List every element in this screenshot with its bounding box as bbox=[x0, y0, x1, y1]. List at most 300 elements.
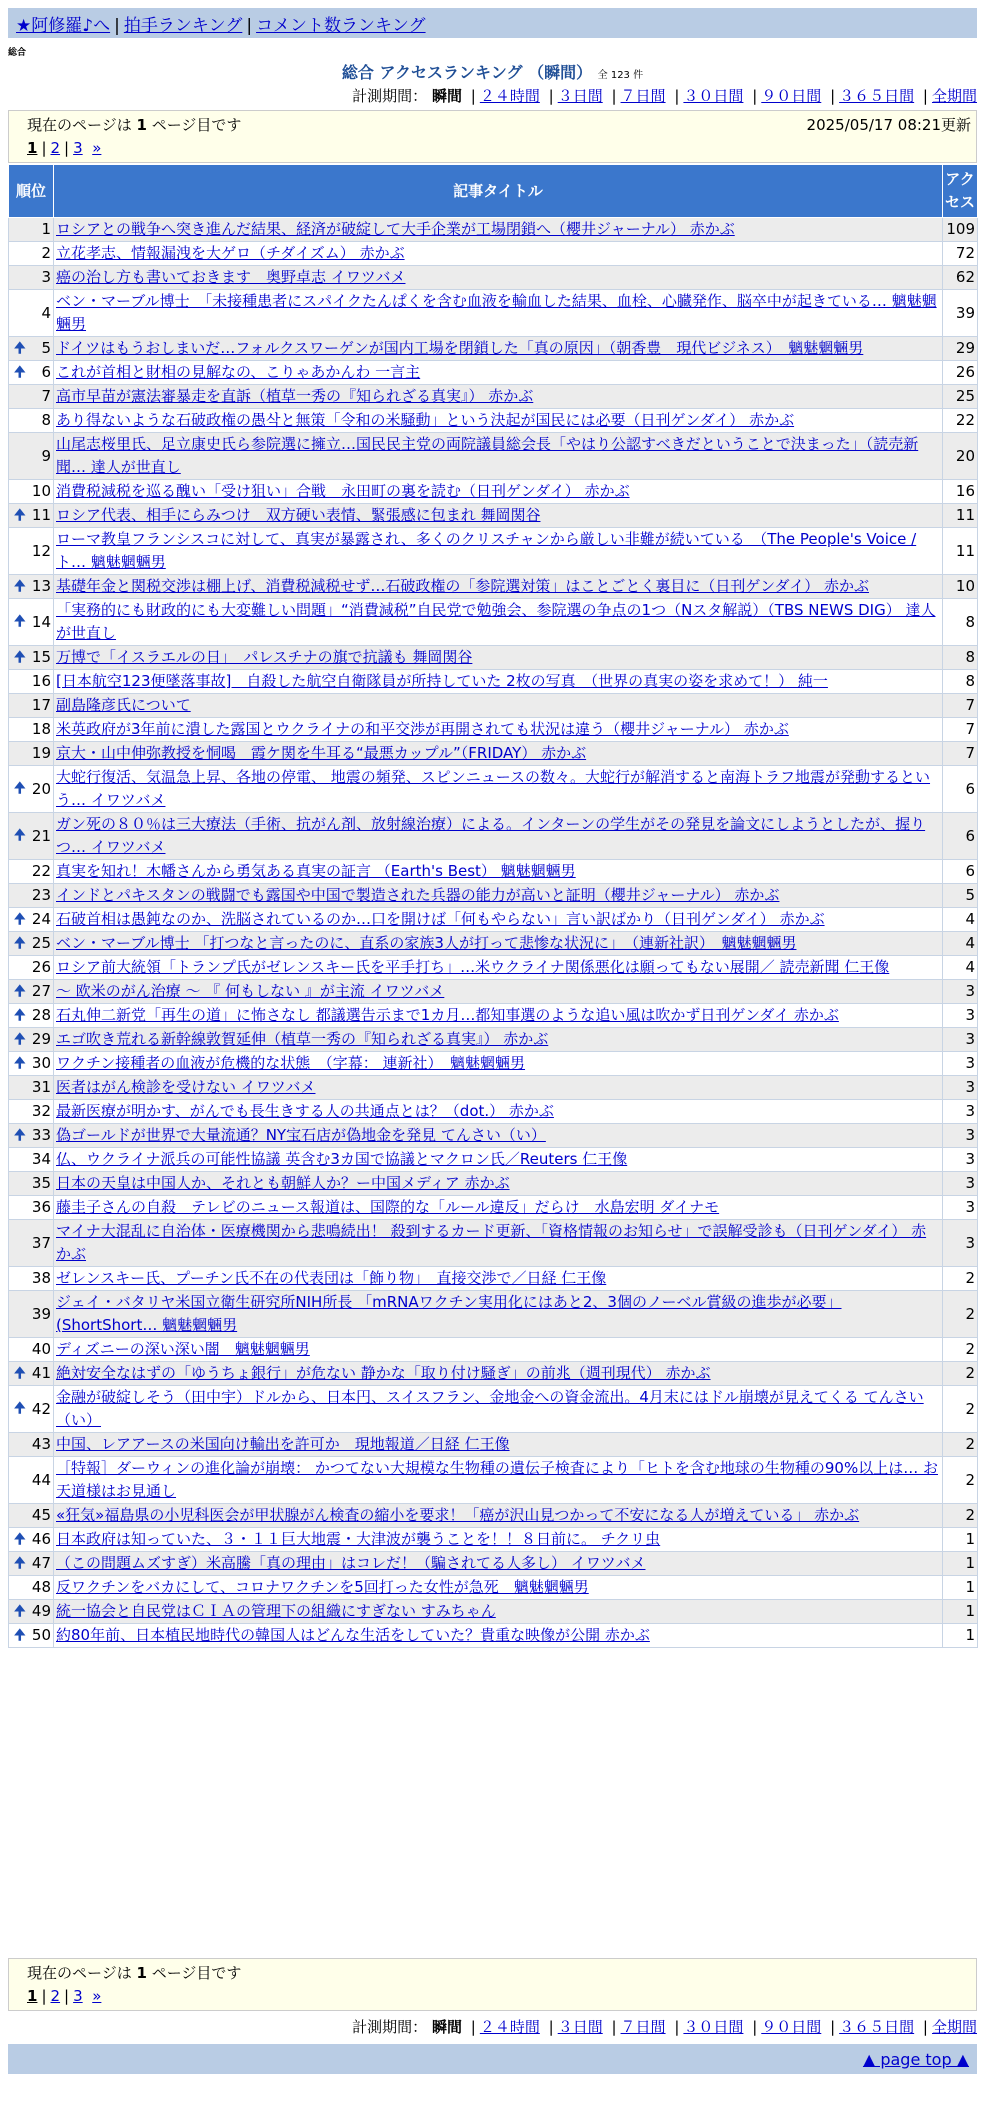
title-cell bbox=[54, 337, 943, 361]
access-count: 2 bbox=[943, 1291, 978, 1338]
rank-number: 8 bbox=[41, 411, 51, 429]
article-title-link[interactable]: 「実務的にも財政的にも大変難しい問題」“消費減税”自民党で勉強会、参院選の争点の1つ（Nスタ解説）（TBS NEWS DIG） 達人が世直し bbox=[56, 601, 936, 642]
access-count: 16 bbox=[943, 480, 978, 504]
table-row bbox=[9, 1362, 978, 1386]
rank-up-arrow-icon: 🠉 bbox=[14, 1627, 26, 1643]
rank-number: 25 bbox=[31, 934, 51, 952]
page-links bbox=[27, 139, 958, 157]
period-separator: | bbox=[830, 87, 836, 105]
period-separator: | bbox=[470, 87, 476, 105]
rank-up-arrow-icon: 🠉 bbox=[14, 935, 26, 951]
table-row bbox=[9, 1124, 978, 1148]
rank-up-arrow-icon: 🠉 bbox=[14, 1400, 26, 1417]
rank-number: 35 bbox=[31, 1174, 51, 1192]
rank-number: 3 bbox=[41, 268, 51, 286]
table-row bbox=[9, 409, 978, 433]
rank-cell bbox=[9, 1338, 54, 1362]
table-row bbox=[9, 504, 978, 528]
period-7d-link[interactable]: ７日間 bbox=[620, 87, 666, 105]
rank-cell bbox=[9, 860, 54, 884]
article-title-link[interactable]: 反ワクチンをバカにして、コロナワクチンを5回打った女性が急死 魑魅魍魎男 bbox=[56, 1578, 589, 1596]
rank-up-arrow-icon: 🠉 bbox=[14, 507, 26, 523]
rank-number: 47 bbox=[31, 1554, 51, 1572]
article-title-link[interactable]: ベン・マーブル博士 「打つなと言ったのに、直系の家族3人が打って悲惨な状況に」 （連新社訳） 魑魅魍魎男 bbox=[56, 934, 797, 952]
rank-cell bbox=[9, 1148, 54, 1172]
rank-cell bbox=[9, 908, 54, 932]
table-row bbox=[9, 337, 978, 361]
rank-cell bbox=[9, 813, 54, 860]
article-title-link[interactable]: 万博で「イスラエルの日」 パレスチナの旗で抗議も 舞岡関谷 bbox=[56, 648, 473, 666]
rank-number: 43 bbox=[31, 1435, 51, 1453]
rank-cell bbox=[9, 1600, 54, 1624]
period-all-link[interactable]: 全期間 bbox=[931, 2018, 977, 2036]
rank-number: 16 bbox=[31, 672, 51, 690]
clap-ranking-link[interactable]: 拍手ランキング bbox=[123, 16, 243, 36]
article-title-link[interactable]: 立花孝志、情報漏洩を大ゲロ（チダイズム） 赤かぶ bbox=[56, 244, 405, 262]
rank-cell bbox=[9, 1552, 54, 1576]
article-title-link[interactable]: 仏、ウクライナ派兵の可能性協議 英含む3カ国で協議とマクロン氏／Reuters 仁王像 bbox=[56, 1150, 628, 1168]
article-title-link[interactable]: （この問題ムズすぎ）米高騰「真の理由」はコレだ！（騙されてる人多し） イワツバメ bbox=[56, 1554, 646, 1572]
title-cell bbox=[54, 1552, 943, 1576]
title-cell bbox=[54, 1386, 943, 1433]
table-row bbox=[9, 1196, 978, 1220]
rank-number: 42 bbox=[31, 1399, 51, 1418]
page-3-link[interactable]: 3 bbox=[73, 139, 83, 157]
rank-cell bbox=[9, 385, 54, 409]
table-row bbox=[9, 980, 978, 1004]
article-title-link[interactable]: 最新医療が明かす、がんでも長生きする人の共通点とは？（dot.） 赤かぶ bbox=[56, 1102, 554, 1120]
rank-cell bbox=[9, 980, 54, 1004]
period-3d-link[interactable]: ３日間 bbox=[557, 2018, 603, 2036]
article-title-link[interactable]: «狂気»福島県の小児科医会が甲状腺がん検査の縮小を要求！「癌が沢山見つかって不安になる人が増えている」 赤かぶ bbox=[56, 1506, 860, 1524]
table-row bbox=[9, 1624, 978, 1648]
updated-timestamp: 2025/05/17 08:21更新 bbox=[806, 116, 971, 134]
article-title-link[interactable]: ゼレンスキー氏、プーチン氏不在の代表団は「飾り物」 直接交渉で／日経 仁王像 bbox=[56, 1269, 607, 1287]
table-row bbox=[9, 433, 978, 480]
footer-bar bbox=[8, 2044, 977, 2074]
access-count: 29 bbox=[943, 337, 978, 361]
access-count: 2 bbox=[943, 1267, 978, 1291]
home-link[interactable]: ★阿修羅♪へ bbox=[16, 16, 111, 36]
rank-cell bbox=[9, 409, 54, 433]
period-separator: | bbox=[752, 87, 758, 105]
rank-cell bbox=[9, 242, 54, 266]
access-count: 3 bbox=[943, 1196, 978, 1220]
title-cell bbox=[54, 1196, 943, 1220]
rank-number: 9 bbox=[41, 446, 51, 465]
article-title-link[interactable]: 日本政府は知っていた、３・１１巨大地震・大津波が襲うことを！！８日前に。 チクリ虫 bbox=[56, 1530, 661, 1548]
rank-cell bbox=[9, 694, 54, 718]
rank-number: 21 bbox=[31, 826, 51, 845]
rank-number: 46 bbox=[31, 1530, 51, 1548]
article-title-link[interactable]: [日本航空123便墜落事故] 自殺した航空自衛隊員が所持していた 2枚の写真 （世界の真実の姿を求めて！） 純一 bbox=[56, 672, 828, 690]
title-cell bbox=[54, 599, 943, 646]
article-title-link[interactable]: 中国、レアアースの米国向け輸出を許可か 現地報道／日経 仁王像 bbox=[56, 1435, 510, 1453]
access-count: 8 bbox=[943, 670, 978, 694]
period-label: 計測期間： bbox=[352, 87, 428, 105]
table-row bbox=[9, 1004, 978, 1028]
page-1-current: 1 bbox=[27, 139, 38, 157]
access-count: 6 bbox=[943, 813, 978, 860]
category-tag: 総合 bbox=[8, 48, 27, 58]
rank-cell bbox=[9, 1100, 54, 1124]
period-all-link[interactable]: 全期間 bbox=[931, 87, 977, 105]
access-count: 26 bbox=[943, 361, 978, 385]
article-title-link[interactable]: ロシアとの戦争へ突き進んだ結果、経済が破綻して大手企業が工場閉鎖へ（櫻井ジャーナル） 赤かぶ bbox=[56, 220, 735, 238]
table-row bbox=[9, 1528, 978, 1552]
article-title-link[interactable]: インドとパキスタンの戦闘でも露国や中国で製造された兵器の能力が高いと証明（櫻井ジャーナル） 赤かぶ bbox=[56, 886, 780, 904]
article-title-link[interactable]: 金融が破綻しそう（田中宇）ドルから、日本円、スイスフラン、金地金への資金流出。4月末にはドル崩壊が見えてくる てんさい（い） bbox=[56, 1388, 924, 1429]
title-cell bbox=[54, 528, 943, 575]
page-top-link[interactable]: ▲ page top ▲ bbox=[862, 2050, 969, 2069]
table-row bbox=[9, 813, 978, 860]
rank-up-arrow-icon: 🠉 bbox=[14, 613, 26, 630]
next-page-link[interactable]: » bbox=[92, 139, 102, 157]
article-title-link[interactable]: ローマ教皇フランシスコに対して、真実が暴露され、多くのクリスチャンから厳しい非難が続いている （The People's Voice / ト… 魑魅魍魎男 bbox=[56, 530, 917, 571]
article-title-link[interactable]: 副島隆彦氏について bbox=[56, 696, 191, 714]
rank-cell bbox=[9, 1386, 54, 1433]
access-count: 2 bbox=[943, 1386, 978, 1433]
period-30d-link[interactable]: ３０日間 bbox=[683, 2018, 744, 2036]
pager-top bbox=[8, 110, 977, 163]
access-count: 10 bbox=[943, 575, 978, 599]
period-separator: | bbox=[611, 2018, 617, 2036]
title-cell bbox=[54, 1576, 943, 1600]
title-cell bbox=[54, 1338, 943, 1362]
title-cell bbox=[54, 433, 943, 480]
rank-number: 11 bbox=[31, 506, 51, 524]
access-count: 3 bbox=[943, 1052, 978, 1076]
title-cell bbox=[54, 932, 943, 956]
access-count: 2 bbox=[943, 1457, 978, 1504]
article-title-link[interactable]: ロシア代表、相手にらみつけ 双方硬い表情、緊張感に包まれ 舞岡関谷 bbox=[56, 506, 541, 524]
current-page-info bbox=[27, 1962, 958, 1983]
table-row bbox=[9, 1100, 978, 1124]
rank-up-arrow-icon: 🠉 bbox=[14, 340, 26, 356]
period-24h-link[interactable]: ２４時間 bbox=[479, 2018, 540, 2036]
rank-number: 7 bbox=[41, 387, 51, 405]
access-count: 1 bbox=[943, 1576, 978, 1600]
access-count: 3 bbox=[943, 1100, 978, 1124]
title-cell bbox=[54, 1433, 943, 1457]
table-row bbox=[9, 718, 978, 742]
access-count: 109 bbox=[943, 218, 978, 242]
rank-cell bbox=[9, 337, 54, 361]
period-separator: | bbox=[548, 2018, 554, 2036]
title-cell bbox=[54, 1267, 943, 1291]
page-title-text: 総合 アクセスランキング （瞬間） bbox=[341, 63, 593, 82]
title-cell bbox=[54, 670, 943, 694]
rank-up-arrow-icon: 🠉 bbox=[14, 1127, 26, 1143]
page-separator: | bbox=[64, 139, 70, 157]
rank-number: 15 bbox=[31, 648, 51, 666]
table-row bbox=[9, 1220, 978, 1267]
rank-cell bbox=[9, 575, 54, 599]
title-cell bbox=[54, 361, 943, 385]
rank-number: 29 bbox=[31, 1030, 51, 1048]
title-cell bbox=[54, 1362, 943, 1386]
article-title-link[interactable]: 藤圭子さんの自殺 テレビのニュース報道は、国際的な「ルール違反」だらけ 水島宏明 ダイナモ bbox=[56, 1198, 720, 1216]
rank-cell bbox=[9, 266, 54, 290]
table-row bbox=[9, 1172, 978, 1196]
period-separator: | bbox=[470, 2018, 476, 2036]
title-cell bbox=[54, 1124, 943, 1148]
rank-cell bbox=[9, 1362, 54, 1386]
table-row bbox=[9, 742, 978, 766]
article-title-link[interactable]: 癌の治し方も書いておきます 奥野卓志 イワツバメ bbox=[56, 268, 406, 286]
page-links bbox=[27, 1987, 958, 2005]
article-title-link[interactable]: 医者はがん検診を受けない イワツバメ bbox=[56, 1078, 316, 1096]
table-row bbox=[9, 480, 978, 504]
current-page-prefix: 現在のページは bbox=[27, 1964, 132, 1982]
article-title-link[interactable]: 石丸伸二新党「再生の道」に怖さなし 都議選告示まで1カ月…都知事選のような追い風は吹かず日刊ゲンダイ 赤かぶ bbox=[56, 1006, 839, 1024]
page-separator: | bbox=[64, 1987, 70, 2005]
title-cell bbox=[54, 575, 943, 599]
rank-cell bbox=[9, 504, 54, 528]
title-cell bbox=[54, 1624, 943, 1648]
table-row bbox=[9, 218, 978, 242]
period-selector-bottom bbox=[352, 2016, 977, 2037]
rank-number: 33 bbox=[31, 1126, 51, 1144]
rank-number: 20 bbox=[31, 779, 51, 798]
article-title-link[interactable]: 消費税減税を巡る醜い「受け狙い」合戦 永田町の裏を読む（日刊ゲンダイ） 赤かぶ bbox=[56, 482, 630, 500]
article-title-link[interactable]: ガン死の８０％は三大療法（手術、抗がん剤、放射線治療）による。インターンの学生がその発見を論文にしようとしたが、握りつ… イワツバメ bbox=[56, 815, 926, 856]
page-3-link[interactable]: 3 bbox=[73, 1987, 83, 2005]
period-30d-link[interactable]: ３０日間 bbox=[683, 87, 744, 105]
access-count: 3 bbox=[943, 980, 978, 1004]
current-page-number: 1 bbox=[136, 1964, 147, 1982]
rank-number: 31 bbox=[31, 1078, 51, 1096]
table-row bbox=[9, 1504, 978, 1528]
access-count: 3 bbox=[943, 1028, 978, 1052]
period-separator: | bbox=[674, 87, 680, 105]
rank-number: 26 bbox=[31, 958, 51, 976]
article-title-link[interactable]: 真実を知れ！木幡さんから勇気ある真実の証言 （Earth's Best） 魑魅魍魎男 bbox=[56, 862, 576, 880]
access-count: 8 bbox=[943, 646, 978, 670]
rank-cell bbox=[9, 932, 54, 956]
rank-number: 22 bbox=[31, 862, 51, 880]
access-count: 11 bbox=[943, 528, 978, 575]
col-access-header: アクセス bbox=[943, 165, 978, 218]
period-365d-link[interactable]: ３６５日間 bbox=[839, 2018, 915, 2036]
table-row bbox=[9, 932, 978, 956]
article-title-link[interactable]: マイナ大混乱に自治体・医療機関から悲鳴続出！ 殺到するカード更新、「資格情報のお知らせ」で誤解受診も（日刊ゲンダイ） 赤かぶ bbox=[56, 1222, 927, 1263]
article-title-link[interactable]: 山尾志桜里氏、足立康史氏ら参院選に擁立…国民民主党の両院議員総会長「やはり公認すべきだということで決まった」（読売新聞… 達人が世直し bbox=[56, 435, 919, 476]
table-row bbox=[9, 528, 978, 575]
access-count: 3 bbox=[943, 1148, 978, 1172]
rank-number: 50 bbox=[31, 1626, 51, 1644]
rank-cell bbox=[9, 1028, 54, 1052]
rank-number: 38 bbox=[31, 1269, 51, 1287]
period-90d-link[interactable]: ９０日間 bbox=[761, 2018, 822, 2036]
access-count: 3 bbox=[943, 1220, 978, 1267]
rank-cell bbox=[9, 1124, 54, 1148]
article-title-link[interactable]: あり得ないような石破政権の愚삭と無策「令和の米騒動」という決起が国民には必要（日刊ゲンダイ） 赤かぶ bbox=[56, 411, 795, 429]
article-title-link[interactable]: ベン・マーブル博士 「未接種患者にスパイクたんぱくを含む血液を輸血した結果、血栓、心臓発作、脳卒中が起きている… 魑魅魍魎男 bbox=[56, 292, 937, 333]
rank-number: 27 bbox=[31, 982, 51, 1000]
rank-cell bbox=[9, 766, 54, 813]
access-count: 7 bbox=[943, 742, 978, 766]
page-2-link[interactable]: 2 bbox=[50, 1987, 61, 2005]
access-count: 6 bbox=[943, 860, 978, 884]
rank-cell bbox=[9, 1267, 54, 1291]
table-row bbox=[9, 1291, 978, 1338]
access-count: 5 bbox=[943, 884, 978, 908]
access-count: 3 bbox=[943, 1172, 978, 1196]
period-90d-link[interactable]: ９０日間 bbox=[761, 87, 822, 105]
rank-up-arrow-icon: 🠉 bbox=[14, 1531, 26, 1547]
title-cell bbox=[54, 646, 943, 670]
article-title-link[interactable]: 石破首相は愚鈍なのか、洗脳されているのか…口を開けば「何もやらない」言い訳ばかり（日刊ゲンダイ） 赤かぶ bbox=[56, 910, 825, 928]
rank-up-arrow-icon: 🠉 bbox=[14, 780, 26, 797]
article-title-link[interactable]: ワクチン接種者の血液が危機的な状態 （字幕： 連新社） 魑魅魍魎男 bbox=[56, 1054, 526, 1072]
current-page-prefix: 現在のページは bbox=[27, 116, 132, 134]
access-count: 1 bbox=[943, 1600, 978, 1624]
article-title-link[interactable]: 絶対安全なはずの「ゆうちょ銀行」が危ない 静かな「取り付け騒ぎ」の前兆（週刊現代） 赤かぶ bbox=[56, 1364, 711, 1382]
rank-cell bbox=[9, 1433, 54, 1457]
rank-cell bbox=[9, 1528, 54, 1552]
title-cell bbox=[54, 1220, 943, 1267]
title-cell bbox=[54, 290, 943, 337]
table-row bbox=[9, 884, 978, 908]
table-row bbox=[9, 1576, 978, 1600]
access-count: 20 bbox=[943, 433, 978, 480]
rank-cell bbox=[9, 218, 54, 242]
article-title-link[interactable]: 統一協会と自民党はＣＩＡの管理下の組織にすぎない すみちゃん bbox=[56, 1602, 496, 1620]
article-title-link[interactable]: 高市早苗が憲法審暴走を直訴（植草一秀の『知られざる真実』） 赤かぶ bbox=[56, 387, 534, 405]
total-count: 全 123 件 bbox=[597, 70, 644, 81]
page-title bbox=[0, 60, 985, 83]
title-cell bbox=[54, 694, 943, 718]
rank-number: 32 bbox=[31, 1102, 51, 1120]
period-separator: | bbox=[922, 87, 928, 105]
rank-number: 4 bbox=[41, 303, 51, 322]
access-count: 7 bbox=[943, 718, 978, 742]
rank-cell bbox=[9, 884, 54, 908]
title-cell bbox=[54, 1148, 943, 1172]
table-row bbox=[9, 694, 978, 718]
access-count: 1 bbox=[943, 1528, 978, 1552]
rank-cell bbox=[9, 361, 54, 385]
rank-number: 45 bbox=[31, 1506, 51, 1524]
title-cell bbox=[54, 1100, 943, 1124]
title-cell bbox=[54, 1052, 943, 1076]
rank-cell bbox=[9, 1196, 54, 1220]
rank-number: 18 bbox=[31, 720, 51, 738]
period-separator: | bbox=[548, 87, 554, 105]
rank-cell bbox=[9, 1076, 54, 1100]
access-count: 8 bbox=[943, 599, 978, 646]
rank-number: 5 bbox=[41, 339, 51, 357]
comment-ranking-link[interactable]: コメント数ランキング bbox=[256, 16, 426, 36]
access-count: 3 bbox=[943, 1124, 978, 1148]
article-title-link[interactable]: エゴ吹き荒れる新幹線敦賀延伸（植草一秀の『知られざる真実』） 赤かぶ bbox=[56, 1030, 549, 1048]
rank-up-arrow-icon: 🠉 bbox=[14, 1365, 26, 1381]
title-cell bbox=[54, 1457, 943, 1504]
rank-cell bbox=[9, 1291, 54, 1338]
table-row bbox=[9, 290, 978, 337]
rank-up-arrow-icon: 🠉 bbox=[14, 1055, 26, 1071]
period-separator: | bbox=[674, 2018, 680, 2036]
article-title-link[interactable]: ジェイ・バタリヤ米国立衛生研究所NIH所長 「mRNAワクチン実用化にはあと2、3個のノーベル賞級の進歩が必要」(ShortShort… 魑魅魍魎男 bbox=[56, 1293, 842, 1334]
article-title-link[interactable]: 日本の天皇は中国人か、それとも朝鮮人か？ー中国メディア 赤かぶ bbox=[56, 1174, 510, 1192]
next-page-link[interactable]: » bbox=[92, 1987, 102, 2005]
nav-separator: | bbox=[246, 16, 253, 36]
nav-separator: | bbox=[114, 16, 120, 36]
table-row bbox=[9, 1433, 978, 1457]
rank-number: 44 bbox=[31, 1470, 51, 1489]
article-title-link[interactable]: 京大・山中伸弥教授を恫喝 霞ケ関を牛耳る“最悪カップル”（FRIDAY） 赤かぶ bbox=[56, 744, 587, 762]
title-cell bbox=[54, 385, 943, 409]
article-title-link[interactable]: ディズニーの深い深い闇 魑魅魍魎男 bbox=[56, 1340, 310, 1358]
table-row bbox=[9, 860, 978, 884]
table-row bbox=[9, 956, 978, 980]
period-current: 瞬間 bbox=[431, 2018, 462, 2036]
rank-up-arrow-icon: 🠉 bbox=[14, 983, 26, 999]
access-count: 22 bbox=[943, 409, 978, 433]
table-row bbox=[9, 646, 978, 670]
article-title-link[interactable]: 米英政府が3年前に潰した露国とウクライナの和平交渉が再開されても状況は違う（櫻井ジャーナル） 赤かぶ bbox=[56, 720, 789, 738]
rank-cell bbox=[9, 290, 54, 337]
article-title-link[interactable]: 偽ゴールドが世界で大量流通？NY宝石店が偽地金を発見 てんさい（い） bbox=[56, 1126, 546, 1144]
access-count: 2 bbox=[943, 1338, 978, 1362]
period-7d-link[interactable]: ７日間 bbox=[620, 2018, 666, 2036]
article-title-link[interactable]: これが首相と財相の見解なの、こりゃあかんわ 一言主 bbox=[56, 363, 421, 381]
period-3d-link[interactable]: ３日間 bbox=[557, 87, 603, 105]
period-current: 瞬間 bbox=[431, 87, 462, 105]
title-cell bbox=[54, 1600, 943, 1624]
access-count: 62 bbox=[943, 266, 978, 290]
rank-cell bbox=[9, 1052, 54, 1076]
rank-number: 41 bbox=[31, 1364, 51, 1382]
rank-cell bbox=[9, 1457, 54, 1504]
rank-up-arrow-icon: 🠉 bbox=[14, 649, 26, 665]
rank-number: 28 bbox=[31, 1006, 51, 1024]
table-row bbox=[9, 1338, 978, 1362]
access-count: 4 bbox=[943, 956, 978, 980]
page-2-link[interactable]: 2 bbox=[50, 139, 61, 157]
article-title-link[interactable]: ［特報］ダーウィンの進化論が崩壊： かつてない大規模な生物種の遺伝子検査により「ヒトを含む地球の生物種の90%以上は… お天道様はお見通し bbox=[56, 1459, 938, 1500]
rank-cell bbox=[9, 433, 54, 480]
title-cell bbox=[54, 480, 943, 504]
title-cell bbox=[54, 742, 943, 766]
rank-number: 6 bbox=[41, 363, 51, 381]
table-row bbox=[9, 1457, 978, 1504]
table-row bbox=[9, 242, 978, 266]
article-title-link[interactable]: 基礎年金と関税交渉は棚上げ、消費税減税せず…石破政権の「参院選対策」はことごとく裏目に（日刊ゲンダイ） 赤かぶ bbox=[56, 577, 869, 595]
table-row bbox=[9, 1386, 978, 1433]
article-title-link[interactable]: ロシア前大統領「トランプ氏がゼレンスキー氏を平手打ち」…米ウクライナ関係悪化は願ってもない展開／ 読売新聞 仁王像 bbox=[56, 958, 890, 976]
rank-cell bbox=[9, 1172, 54, 1196]
article-title-link[interactable]: 約80年前、日本植民地時代の韓国人はどんな生活をしていた？貴重な映像が公開 赤かぶ bbox=[56, 1626, 650, 1644]
period-24h-link[interactable]: ２４時間 bbox=[479, 87, 540, 105]
article-title-link[interactable]: 大蛇行復活、気温急上昇、各地の停電、 地震の頻発、スピンニュースの数々。大蛇行が解消すると南海トラフ地震が発動するという… イワツバメ bbox=[56, 768, 931, 809]
access-count: 4 bbox=[943, 932, 978, 956]
article-title-link[interactable]: ドイツはもうおしまいだ…フォルクスワーゲンが国内工場を閉鎖した「真の原因」（朝香豊 現代ビジネス） 魑魅魍魎男 bbox=[56, 339, 864, 357]
access-count: 25 bbox=[943, 385, 978, 409]
rank-number: 10 bbox=[31, 482, 51, 500]
access-count: 3 bbox=[943, 1076, 978, 1100]
ranking-body bbox=[9, 218, 978, 1648]
title-cell bbox=[54, 1076, 943, 1100]
period-365d-link[interactable]: ３６５日間 bbox=[839, 87, 915, 105]
access-count: 2 bbox=[943, 1504, 978, 1528]
table-row bbox=[9, 1267, 978, 1291]
article-title-link[interactable]: ～ 欧米のがん治療 ～ 『 何もしない 』が主流 イワツバメ bbox=[56, 982, 445, 1000]
access-count: 72 bbox=[943, 242, 978, 266]
rank-number: 34 bbox=[31, 1150, 51, 1168]
top-nav-bar bbox=[8, 8, 977, 38]
